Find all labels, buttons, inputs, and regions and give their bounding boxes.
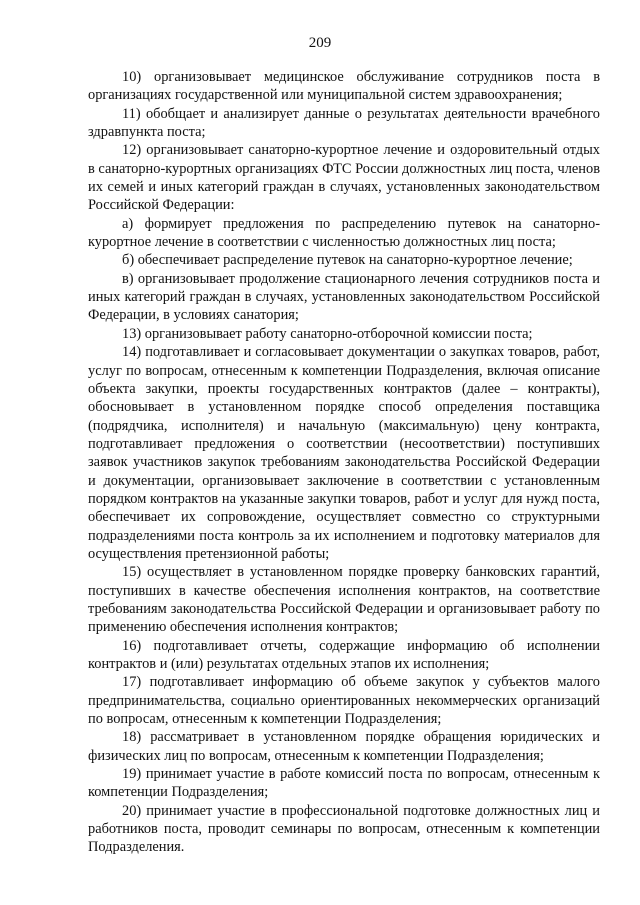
paragraph-item-14: 14) подготавливает и согласовывает документации о закупках товаров, работ, услуг по вопросам, отнесенным к компетенции Подразделения, включая описание объекта закупки, проекты государственных контрактов (далее – контракты), обосновывает в установленном порядке способ определения поставщика (подрядчика, исполнителя) и начальную (максимальную) цену контракта, подготавливает предложения о соответствии (несоответствии) поступивших заявок участников закупок требованиям законодательства Российской Федерации и документации, организовывает заключение в соответствии с установленным порядком контрактов на указанные закупки товаров, работ и услуг для нужд поста, обеспечивает их сопровождение, осуществляет совместно со структурными подразделениями поста контроль за их исполнением и подготовку материалов для осуществления претензионной работы; — [88, 344, 600, 562]
paragraph-item-10: 10) организовывает медицинское обслуживание сотрудников поста в организациях государственной или муниципальной систем здравоохранения; — [88, 69, 600, 104]
paragraph-item-15: 15) осуществляет в установленном порядке проверку банковских гарантий, поступивших в качестве обеспечения исполнения контрактов, на соответствие требованиям законодательства Российской Федерации и организовывает работу по применению обеспечения исполнения контрактов; — [88, 564, 600, 636]
page-number: 209 — [308, 35, 332, 51]
paragraph-item-18: 18) рассматривает в установленном порядке обращения юридических и физических лиц по вопросам, отнесенным к компетенции Подразделения; — [88, 729, 600, 764]
paragraph-item-20: 20) принимает участие в профессиональной подготовке должностных лиц и работников поста, проводит семинары по вопросам, отнесенным к компетенции Подразделения. — [88, 802, 600, 856]
paragraph-subitem-v: в) организовывает продолжение стационарного лечения сотрудников поста и иных категорий граждан в случаях, установленных законодательством Российской Федерации, в условиях санатория; — [88, 270, 600, 324]
paragraph-item-17: 17) подготавливает информацию об объеме закупок у субъектов малого предпринимательства, социально ориентированных некоммерческих организаций по вопросам, отнесенным к компетенции Подразделения; — [88, 674, 600, 728]
paragraph-item-13: 13) организовывает работу санаторно-отборочной комиссии поста; — [122, 325, 533, 342]
paragraph-item-11: 11) обобщает и анализирует данные о результатах деятельности врачебного здравпункта поста; — [88, 105, 600, 141]
document-body — [88, 68, 600, 857]
paragraph-subitem-a: а) формирует предложения по распределению путевок на санаторно-курортное лечение в соответствии с численностью должностных лиц поста; — [88, 215, 600, 251]
paragraph-item-19: 19) принимает участие в работе комиссий поста по вопросам, отнесенным к компетенции Подразделения; — [88, 766, 600, 801]
paragraph-subitem-b: б) обеспечивает распределение путевок на санаторно-курортное лечение; — [122, 252, 573, 269]
paragraph-item-16: 16) подготавливает отчеты, содержащие информацию об исполнении контрактов и (или) результатах отдельных этапов их исполнения; — [88, 637, 600, 672]
paragraph-item-12: 12) организовывает санаторно-курортное лечение и оздоровительный отдых в санаторно-курортных организациях ФТС России должностных лиц поста, членов их семей и иных категорий граждан в случаях, установленных законодательством Российской Федерации: — [88, 142, 600, 214]
